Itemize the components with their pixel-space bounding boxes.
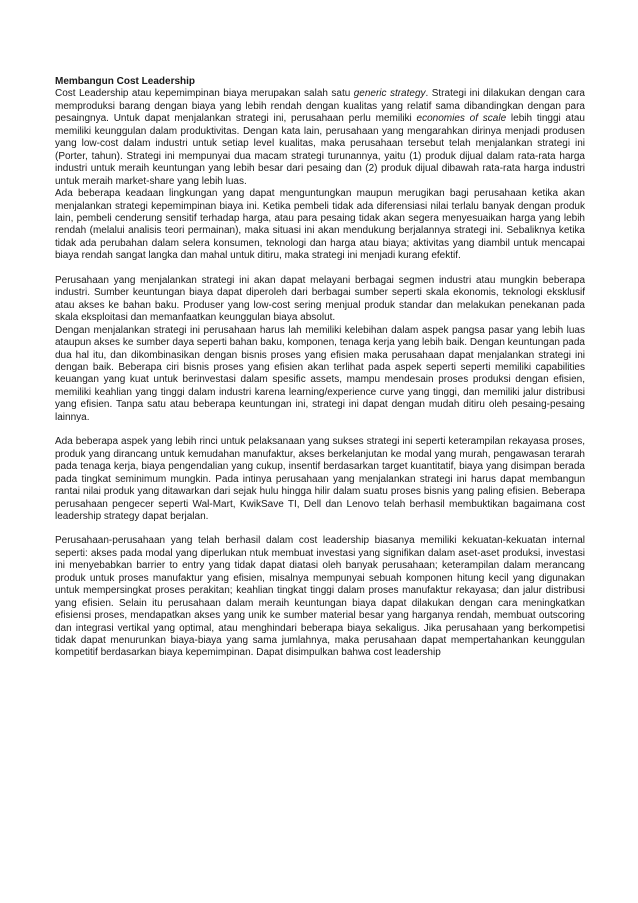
text-segment: Ada beberapa keadaan lingkungan yang dapat menguntungkan maupun merugikan bagi perusahaan ketika akan menjalankan strategi kepemimpinan biaya ini. Ketika pembeli tidak ada diferensiasi nilai terlalu banyak dengan produk lain, pembeli cenderung sensitif terhadap harga, atau para pesaing tidak akan segera menyesuaikan harga yang lebih rendah (melalui analisis teori permainan), maka situasi ini akan mendukung berjalannya strategi ini. Sebaliknya ketika tidak ada perubahan dalam selera konsumen, teknologi dan harga atau biaya; aktivitas yang diambil untuk mencapai biaya rendah sangat langka dan mahal untuk ditiru, maka strategi ini menjadi kurang efektif. — [55, 188, 585, 262]
body-paragraph — [55, 188, 585, 263]
body-paragraph — [55, 436, 585, 523]
text-segment: Dengan menjalankan strategi ini perusahaan harus lah memiliki kelebihan dalam aspek pangsa pasar yang lebih luas ataupun akses ke sumber daya seperti bahan baku, komponen, tenaga kerja yang lebih baik. Dengan keuntungan pada dua hal itu, dan dikombinasikan dengan bisnis proses yang efisien maka perusahaan dapat menjalankan strategi ini dengan baik. Beberapa ciri bisnis proses yang efisien akan terlihat pada aspek seperti seperti memiliki capabilities keuangan yang kuat untuk berinvestasi dalam spesific assets, mampu mendesain proses produksi dengan efisien, memiliki keahlian yang tinggi dalam industri karena learning/experience curve yang tinggi, dan memiliki jalur distribusi yang efisien. Tanpa satu atau beberapa keuntungan ini, strategi ini dapat dengan mudah ditiru oleh pesaing-pesaing lainnya. — [55, 324, 585, 423]
document-body — [55, 88, 585, 659]
body-paragraph — [55, 535, 585, 660]
italic-term: generic strategy — [353, 88, 426, 100]
text-segment: Ada beberapa aspek yang lebih rinci untuk pelaksanaan yang sukses strategi ini seperti keterampilan rekayasa proses, produk yang dirancang untuk kemudahan manufaktur, akses berkelanjutan ke modal yang murah, pengawasan terarah pada tenaga kerja, biaya pengendalian yang cukup, insentif berdasarkan target kuantitatif, biaya yang disimpan berada pada tingkat seminimum mungkin. Pada intinya perusahaan yang menjalankan strategi ini harus dapat membangun rantai nilai produk yang ditawarkan dari sejak hulu hingga hilir dalam suatu proses bisnis yang paling efisien. Beberapa perusahaan pengecer seperti Wal-Mart, KwikSave TI, Dell dan Lenovo telah berhasil membuktikan bagaimana cost leadership strategy dapat berjalan. — [55, 436, 585, 522]
text-segment: Perusahaan-perusahaan yang telah berhasil dalam cost leadership biasanya memiliki kekuatan-kekuatan internal seperti: akses pada modal yang diperlukan ntuk membuat investasi yang signifikan dalam aset-aset produksi, investasi ini menyebabkan barrier to entry yang tidak dapat diatasi oleh banyak perusahaan; keterampilan dalam merancang produk untuk proses manufaktur yang efisien, misalnya mempunyai sebuah komponen hitung kecil yang digunakan untuk mempersingkat proses perakitan; keahlian tingkat tinggi dalam proses manufaktur rekayasa; dan jalur distribusi yang efisien. Selain itu perusahaan dalam meraih keuntungan biaya dapat dilakukan dengan cara meningkatkan efisiensi proses, mendapatkan akses yang unik ke sumber material besar yang harganya rendah, membuat outscoring dan integrasi vertikal yang optimal, atau menghindari beberapa biaya sekaligus. Jika perusahaan yang berkompetisi tidak dapat menurunkan biaya-biaya yang sama jumlahnya, maka perusahaan dapat mempertahankan keunggulan kompetitif berdasarkan biaya kepemimpinan. Dapat disimpulkan bahwa cost leadership — [55, 535, 585, 659]
italic-term: economies of scale — [416, 113, 507, 125]
text-segment: . Strategi ini dilakukan dengan cara memproduksi barang dengan biaya yang lebih rendah dengan kualitas yang relatif sama dibandingkan dengan para pesaingnya. Untuk dapat menjalankan strategi ini, perusahaan perlu memiliki — [55, 88, 585, 125]
text-segment: lebih tinggi atau memiliki keunggulan dalam produktivitas. Dengan kata lain, perusahaan yang mengarahkan dirinya menjadi produsen yang low-cost dalam industri untuk setiap level kualitas, maka perusahaan tersebut telah menjalankan strategi ini (Porter, tahun). Strategi ini mempunyai dua macam strategi turunannya, yaitu (1) produk dijual dalam rata-rata harga industri untuk meraih keuntungan yang lebih besar dari pesaing dan (2) produk dijual dibawah rata-rata harga industri untuk meraih market-share yang lebih luas. — [55, 113, 585, 187]
text-segment: Perusahaan yang menjalankan strategi ini akan dapat melayani berbagai segmen industri atau mungkin beberapa industri. Sumber keuntungan biaya dapat diperoleh dari berbagai sumber seperti skala ekonomis, teknologi eksklusif atau akses ke bahan baku. Produser yang low-cost sering menjual produk standar dan melakukan penekanan pada skala eksploitasi dan memanfaatkan keunggulan biaya absolut. — [55, 274, 585, 324]
document-page — [55, 76, 585, 660]
body-paragraph — [55, 325, 585, 425]
body-paragraph — [55, 275, 585, 325]
body-paragraph — [55, 88, 585, 188]
document-heading: Membangun Cost Leadership — [55, 76, 196, 87]
text-segment: Cost Leadership atau kepemimpinan biaya merupakan salah satu — [55, 88, 354, 100]
